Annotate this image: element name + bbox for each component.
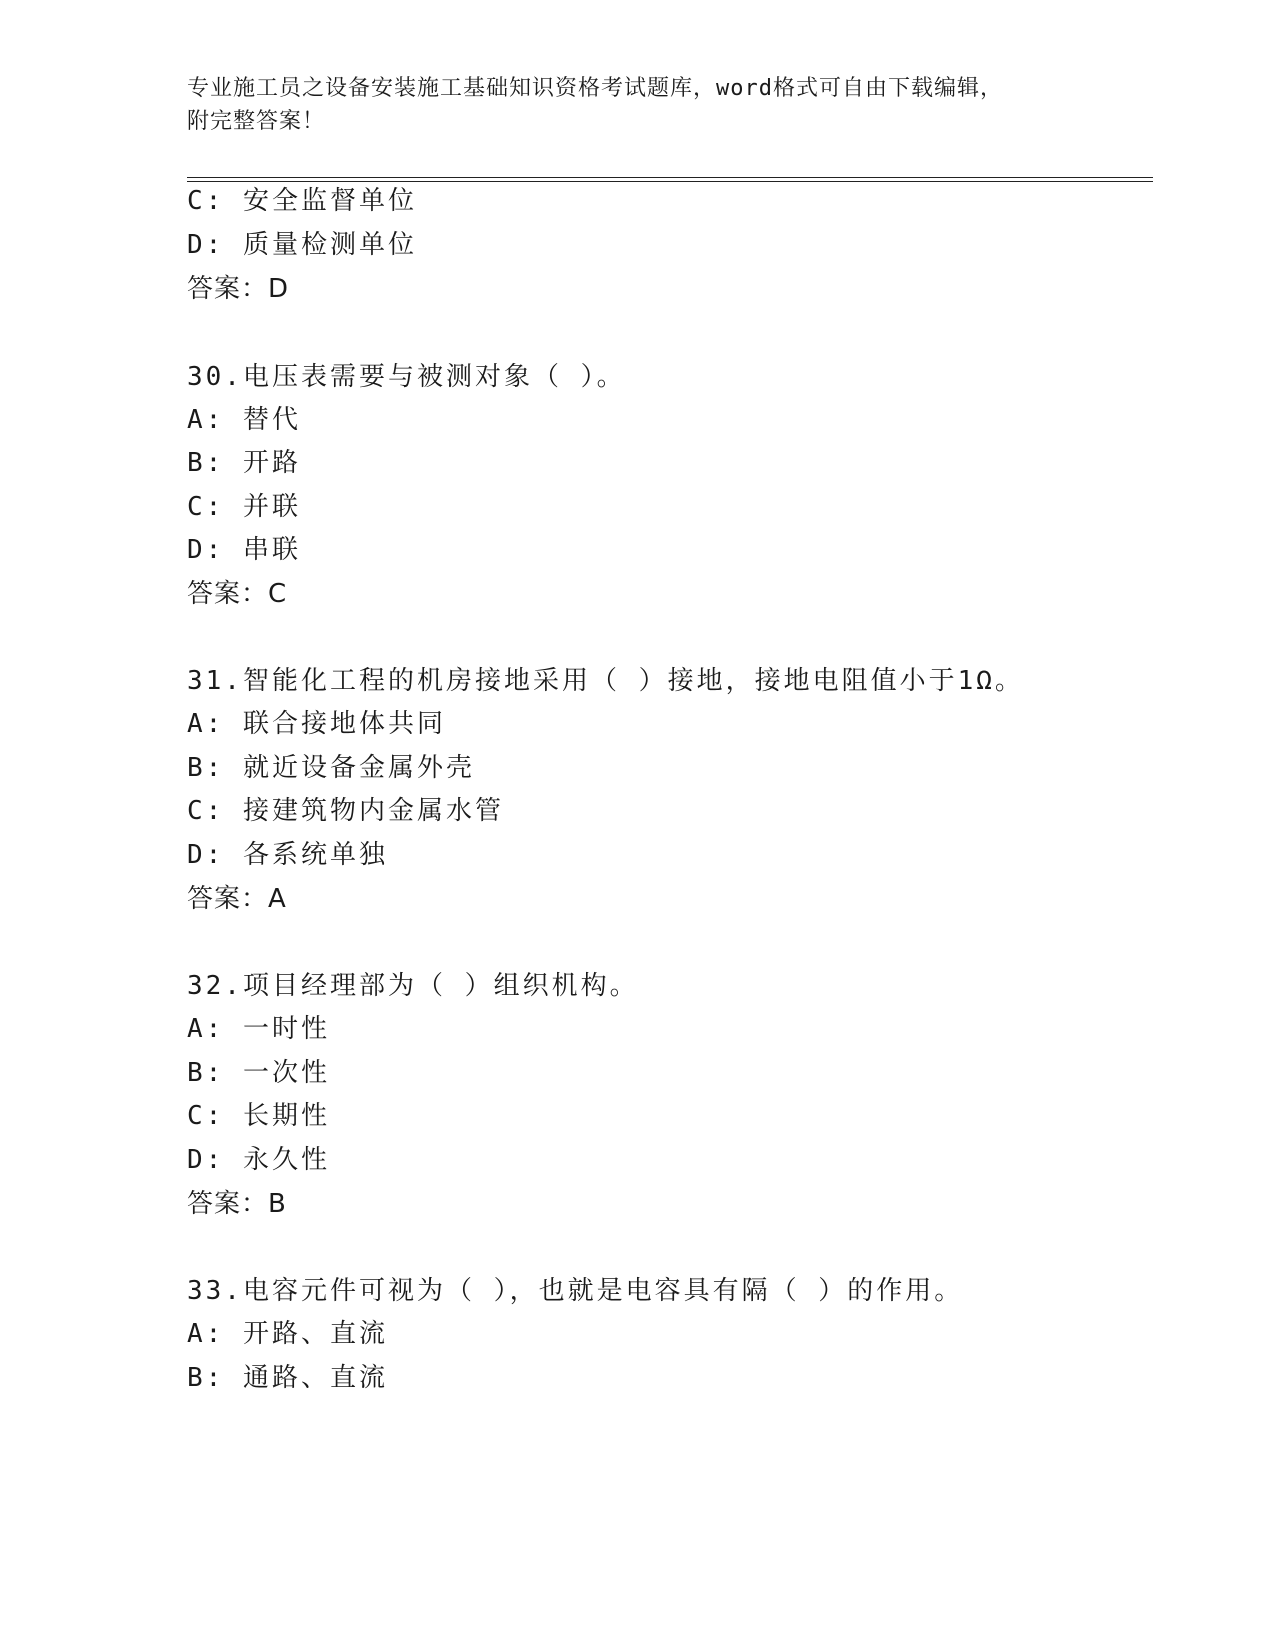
q30-option-d: D: 串联 bbox=[187, 535, 301, 565]
q32-option-c: C: 长期性 bbox=[187, 1101, 330, 1131]
q32-answer: 答案：B bbox=[187, 1189, 287, 1219]
prev-option-c: C: 安全监督单位 bbox=[187, 186, 417, 216]
q32-option-d: D: 永久性 bbox=[187, 1145, 330, 1175]
q32-option-a: A: 一时性 bbox=[187, 1014, 330, 1044]
q30-option-c: C: 并联 bbox=[187, 492, 301, 522]
q30-stem: 30.电压表需要与被测对象（ ）。 bbox=[187, 362, 626, 392]
q33-option-a: A: 开路、直流 bbox=[187, 1319, 388, 1349]
q32-stem: 32.项目经理部为（ ）组织机构。 bbox=[187, 971, 639, 1001]
q32-option-b: B: 一次性 bbox=[187, 1058, 330, 1088]
prev-option-d: D: 质量检测单位 bbox=[187, 230, 417, 260]
q31-option-d: D: 各系统单独 bbox=[187, 840, 388, 870]
q30-option-b: B: 开路 bbox=[187, 448, 301, 478]
q31-option-c: C: 接建筑物内金属水管 bbox=[187, 796, 504, 826]
q30-option-a: A: 替代 bbox=[187, 405, 301, 435]
header-line-1: 专业施工员之设备安装施工基础知识资格考试题库，word格式可自由下载编辑， bbox=[187, 76, 1003, 101]
document-header bbox=[187, 72, 1087, 138]
q31-option-a: A: 联合接地体共同 bbox=[187, 709, 446, 739]
q33-stem: 33.电容元件可视为（ ），也就是电容具有隔（ ）的作用。 bbox=[187, 1276, 964, 1306]
q31-answer: 答案：A bbox=[187, 884, 287, 914]
header-divider bbox=[187, 177, 1153, 182]
header-line-2: 附完整答案！ bbox=[187, 109, 326, 134]
prev-answer: 答案：D bbox=[187, 274, 290, 304]
q33-option-b: B: 通路、直流 bbox=[187, 1363, 388, 1393]
q30-answer: 答案：C bbox=[187, 579, 288, 609]
q31-option-b: B: 就近设备金属外壳 bbox=[187, 753, 475, 783]
q31-stem: 31.智能化工程的机房接地采用（ ）接地，接地电阻值小于1Ω。 bbox=[187, 666, 1024, 696]
